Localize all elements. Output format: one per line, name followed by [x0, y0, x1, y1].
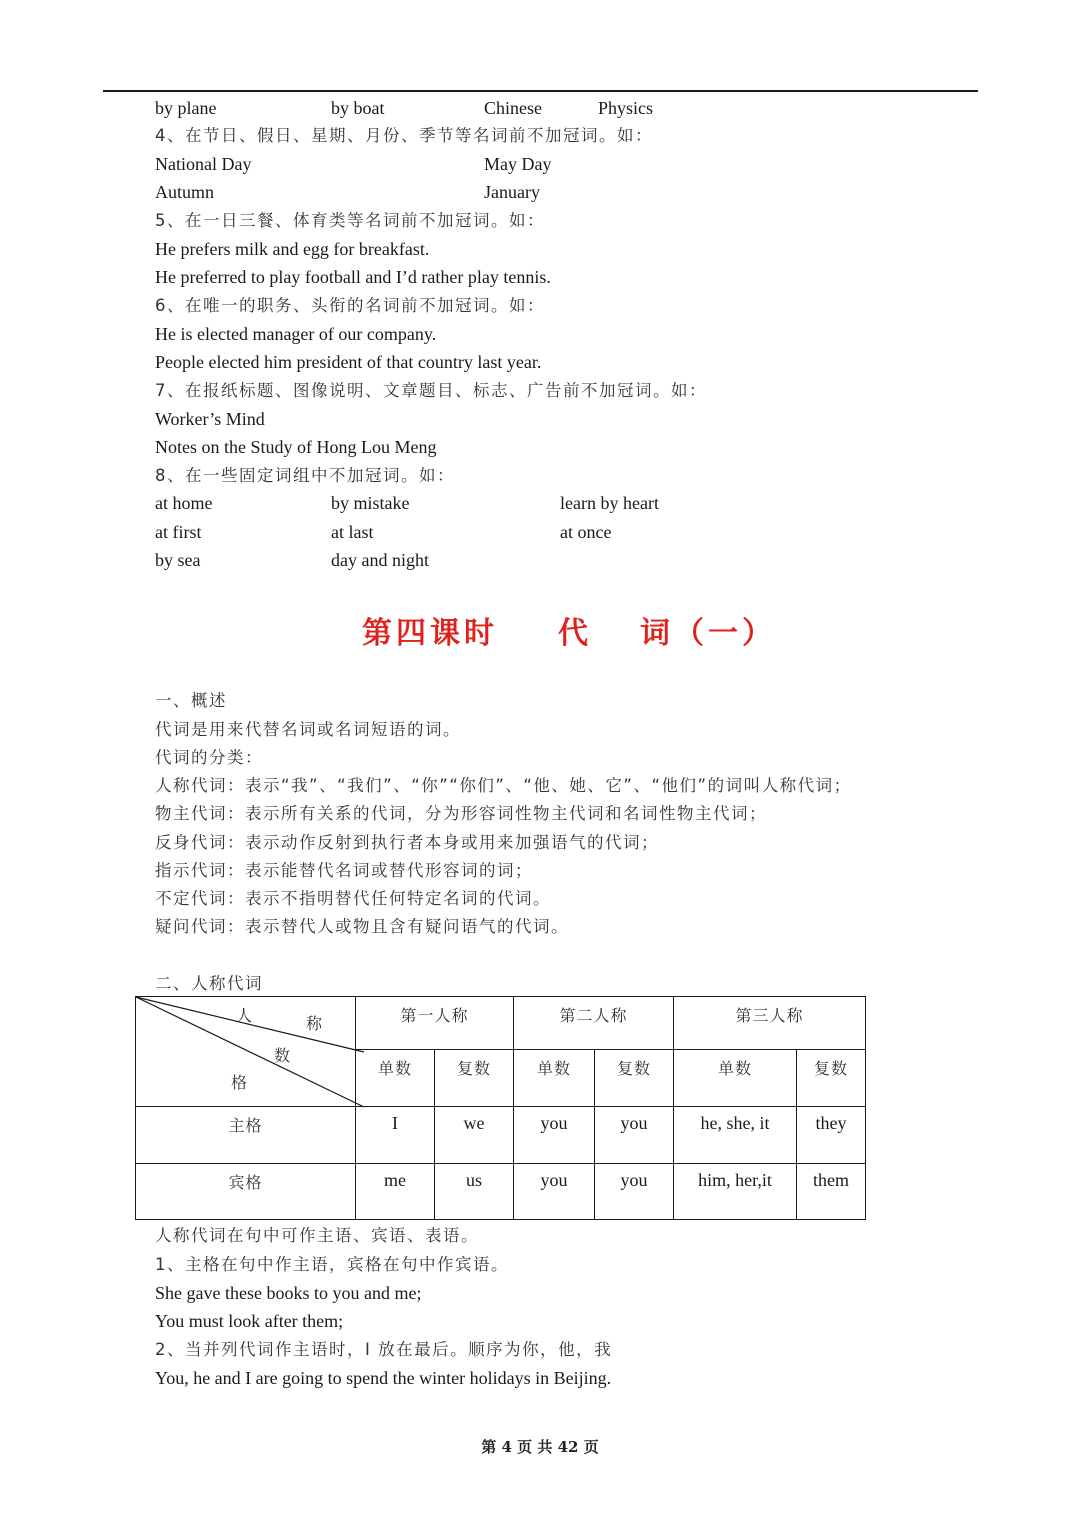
lesson-title-part2: 代 — [558, 616, 592, 651]
overview-line: 代词的分类： — [155, 748, 263, 767]
phrase-by-plane: by plane — [155, 98, 217, 118]
header-singular: 单数 — [356, 1050, 435, 1107]
phrase-day-and-night: day and night — [331, 550, 429, 570]
usage-note: 人称代词在句中可作主语、宾语、表语。 — [155, 1226, 479, 1245]
overview-line: 反身代词：表示动作反射到执行者本身或用来加强语气的代词； — [155, 833, 659, 852]
overview-line: 指示代词：表示能替代名词或替代形容词的词； — [155, 861, 533, 880]
page-footer: 第 4 页 共 42 页 — [481, 1438, 599, 1456]
header-singular: 单数 — [674, 1050, 797, 1107]
table-cell: you — [595, 1107, 674, 1164]
header-plural: 复数 — [435, 1050, 514, 1107]
header-second-person: 第二人称 — [514, 997, 674, 1050]
example-7b: Notes on the Study of Hong Lou Meng — [155, 437, 437, 457]
example-5a: He prefers milk and egg for breakfast. — [155, 239, 430, 259]
example-may-day: May Day — [484, 154, 552, 174]
table-cell: they — [797, 1107, 866, 1164]
rule-6: 6、在唯一的职务、头衔的名词前不加冠词。如： — [155, 296, 545, 315]
example-7a: Worker’s Mind — [155, 409, 265, 429]
phrase-by-mistake: by mistake — [331, 493, 410, 513]
usage-example-1a: She gave these books to you and me; — [155, 1283, 422, 1303]
header-plural: 复数 — [797, 1050, 866, 1107]
example-autumn: Autumn — [155, 182, 215, 202]
phrase-learn-by-heart: learn by heart — [560, 493, 659, 513]
usage-example-2: You, he and I are going to spend the winter holidays in Beijing. — [155, 1368, 612, 1388]
phrase-by-boat: by boat — [331, 98, 385, 118]
usage-rule-2: 2、当并列代词作主语时，I 放在最后。顺序为你，他，我 — [155, 1340, 613, 1359]
overview-line: 不定代词：表示不指明替代任何特定名词的代词。 — [155, 889, 551, 908]
table-cell: you — [514, 1164, 595, 1220]
row-label-objective: 宾格 — [136, 1164, 356, 1220]
example-6a: He is elected manager of our company. — [155, 324, 437, 344]
example-january: January — [484, 182, 540, 202]
usage-example-1b: You must look after them; — [155, 1311, 344, 1331]
corner-label-cheng: 称 — [306, 1014, 323, 1033]
table-cell: him, her,it — [674, 1164, 797, 1220]
table-cell: I — [356, 1107, 435, 1164]
phrase-at-first: at first — [155, 522, 202, 542]
usage-rule-1: 1、主格在句中作主语，宾格在句中作宾语。 — [155, 1255, 509, 1274]
header-rule — [103, 90, 978, 92]
table-cell: us — [435, 1164, 514, 1220]
overview-line: 疑问代词：表示替代人或物且含有疑问语气的代词。 — [155, 917, 569, 936]
row-label-nominative: 主格 — [136, 1107, 356, 1164]
lesson-title-part1: 第四课时 — [362, 616, 498, 651]
example-5b: He preferred to play football and I’d rather play tennis. — [155, 267, 551, 287]
phrase-at-last: at last — [331, 522, 374, 542]
header-third-person: 第三人称 — [674, 997, 866, 1050]
header-plural: 复数 — [595, 1050, 674, 1107]
lesson-title-part3: 词（一） — [640, 616, 776, 651]
section-1-heading: 一、概述 — [155, 691, 227, 710]
phrase-at-home: at home — [155, 493, 213, 513]
phrase-chinese: Chinese — [484, 98, 542, 118]
corner-label-ren: 人 — [236, 1006, 253, 1025]
table-corner-cell — [136, 997, 356, 1107]
phrase-physics: Physics — [598, 98, 654, 118]
example-6b: People elected him president of that country last year. — [155, 352, 542, 372]
section-2-heading: 二、人称代词 — [155, 974, 263, 993]
rule-7: 7、在报纸标题、图像说明、文章题目、标志、广告前不加冠词。如： — [155, 381, 707, 400]
header-singular: 单数 — [514, 1050, 595, 1107]
table-row — [136, 1164, 866, 1220]
table-cell: he, she, it — [674, 1107, 797, 1164]
example-national-day: National Day — [155, 154, 252, 174]
rule-4: 4、在节日、假日、星期、月份、季节等名词前不加冠词。如： — [155, 126, 653, 145]
rule-5: 5、在一日三餐、体育类等名词前不加冠词。如： — [155, 211, 545, 230]
overview-line: 代词是用来代替名词或名词短语的词。 — [155, 720, 461, 739]
corner-label-shu: 数 — [274, 1046, 291, 1065]
phrase-by-sea: by sea — [155, 550, 201, 570]
table-cell: you — [595, 1164, 674, 1220]
table-cell: them — [797, 1164, 866, 1220]
table-row — [136, 1107, 866, 1164]
personal-pronoun-table — [135, 996, 866, 1220]
overview-line: 物主代词：表示所有关系的代词，分为形容词性物主代词和名词性物主代词； — [155, 804, 767, 823]
table-cell: you — [514, 1107, 595, 1164]
header-first-person: 第一人称 — [356, 997, 514, 1050]
corner-label-ge: 格 — [231, 1073, 248, 1092]
phrase-at-once: at once — [560, 522, 612, 542]
overview-line: 人称代词：表示“我”、“我们”、“你”“你们”、“他、她、它”、“他们”的词叫人称代词； — [155, 776, 852, 795]
rule-8: 8、在一些固定词组中不加冠词。如： — [155, 466, 455, 485]
table-cell: me — [356, 1164, 435, 1220]
table-cell: we — [435, 1107, 514, 1164]
